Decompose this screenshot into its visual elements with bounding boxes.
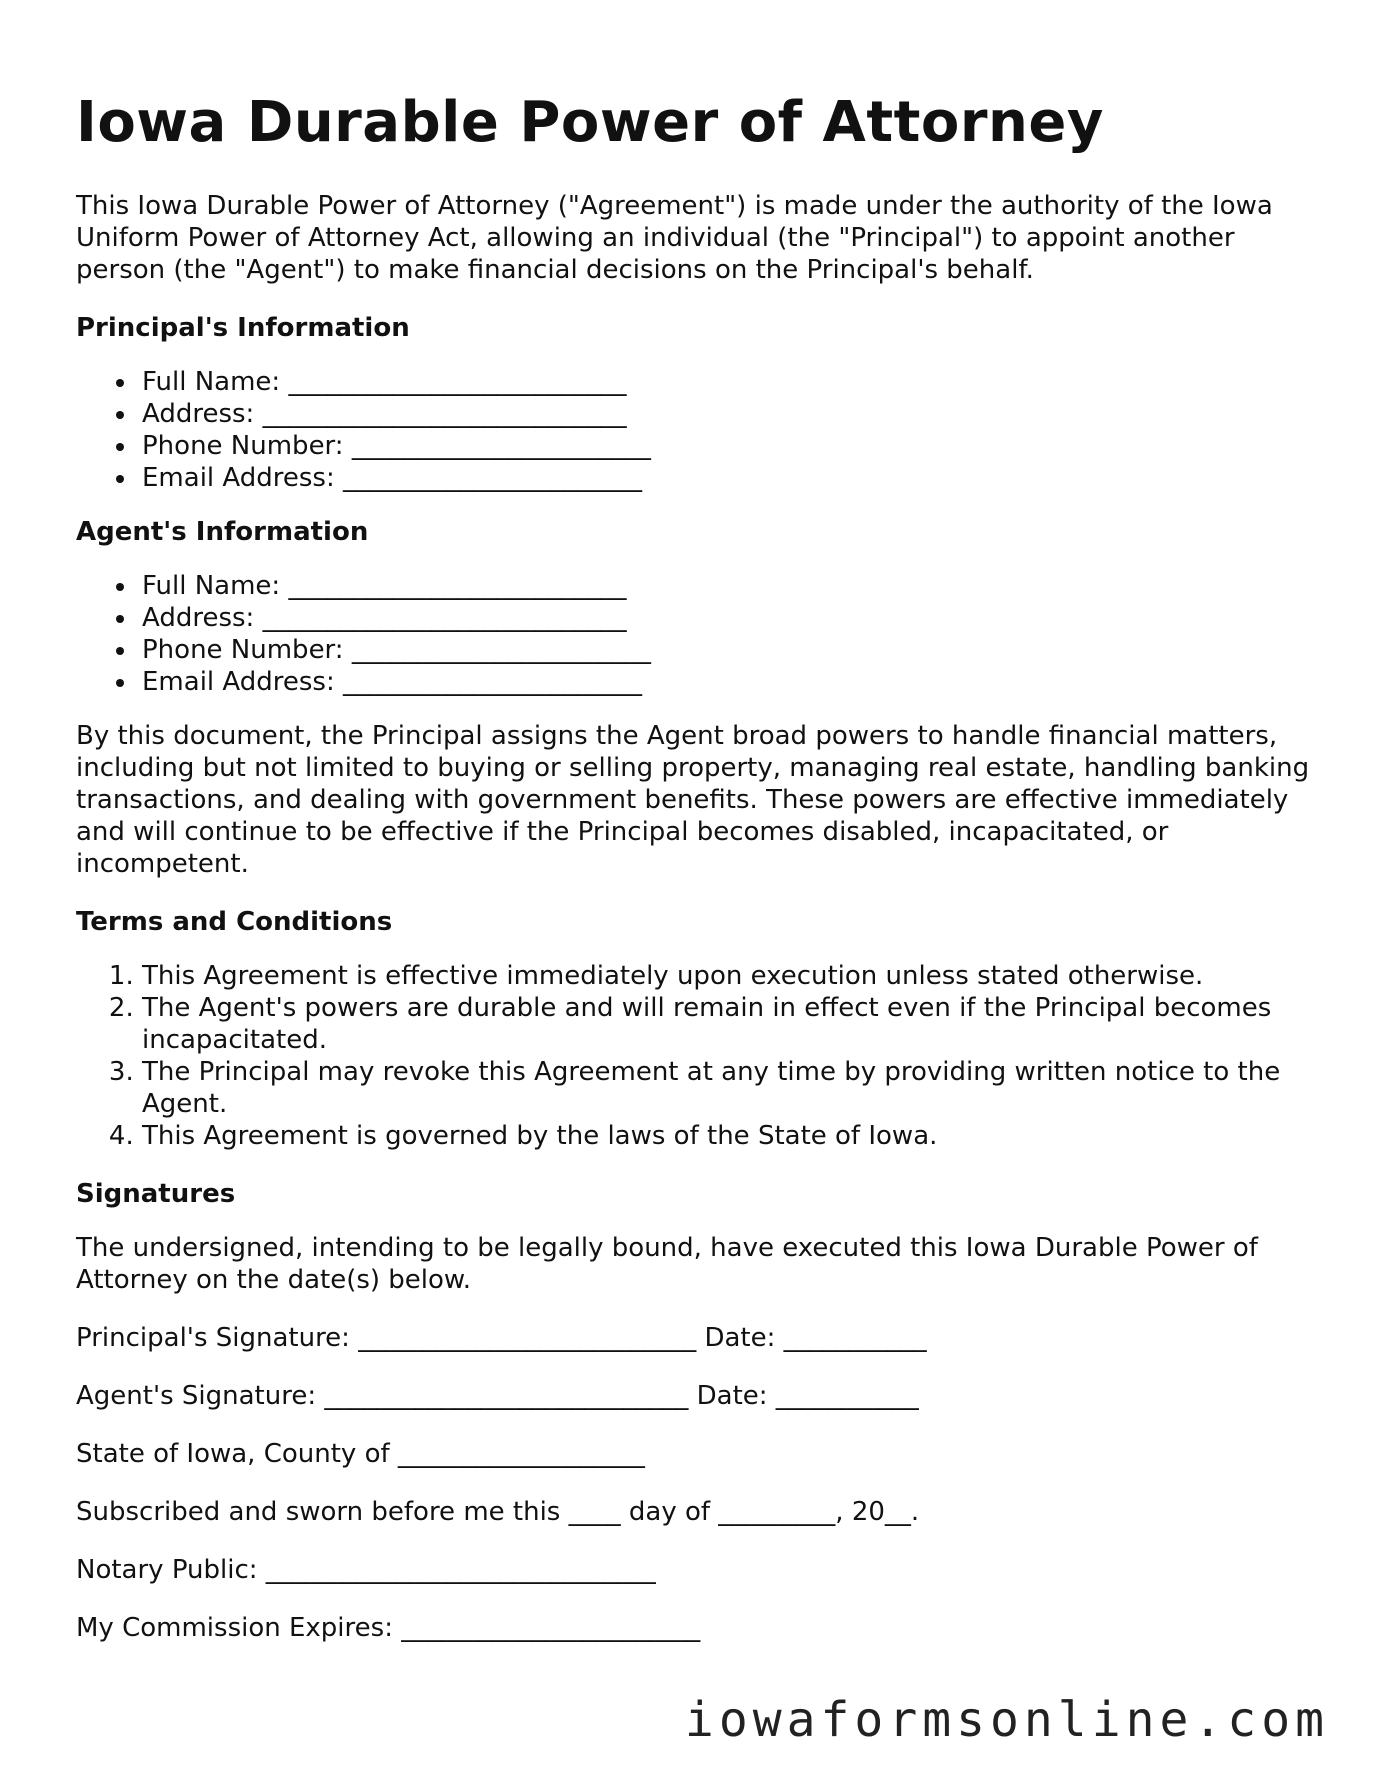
sworn-line: Subscribed and sworn before me this ____ day of _________, 20__.: [76, 1496, 920, 1527]
signatures-intro: The undersigned, intending to be legally bound, have executed this Iowa Durable Power of Attorney on the date(s) below.: [76, 1232, 1258, 1295]
document-title: Iowa Durable Power of Attorney: [76, 90, 1104, 155]
signatures-heading: Signatures: [76, 1178, 236, 1209]
terms-list: [76, 960, 1316, 1152]
principal-signature-line: Principal's Signature: __________________________ Date: ___________: [76, 1322, 927, 1353]
principal-full-name-field: Full Name: __________________________: [142, 366, 1316, 398]
commission-expires-line: My Commission Expires: _______________________: [76, 1612, 701, 1643]
principal-info-heading: Principal's Information: [76, 312, 410, 343]
site-watermark: iowaformsonline.com: [684, 1692, 1329, 1748]
principal-phone-field: Phone Number: _______________________: [142, 430, 1316, 462]
notary-line: Notary Public: ______________________________: [76, 1554, 656, 1585]
agent-full-name-field: Full Name: __________________________: [142, 570, 1316, 602]
agent-info-list: [76, 570, 1316, 698]
terms-heading: Terms and Conditions: [76, 906, 393, 937]
agent-signature-line: Agent's Signature: ____________________________ Date: ___________: [76, 1380, 919, 1411]
county-line: State of Iowa, County of ___________________: [76, 1438, 645, 1469]
agent-address-field: Address: ____________________________: [142, 602, 1316, 634]
terms-item: 1. This Agreement is effective immediately upon execution unless stated otherwise.: [142, 960, 1316, 992]
terms-item: 3. The Principal may revoke this Agreement at any time by providing written notice to the Agent.: [142, 1056, 1316, 1120]
agent-phone-field: Phone Number: _______________________: [142, 634, 1316, 666]
principal-address-field: Address: ____________________________: [142, 398, 1316, 430]
principal-info-list: [76, 366, 1316, 494]
agent-email-field: Email Address: _______________________: [142, 666, 1316, 698]
powers-paragraph: By this document, the Principal assigns the Agent broad powers to handle financial matters, including but not limited to buying or selling property, managing real estate, handling banking transactions, and dealing with government benefits. These powers are effective immediately and will continue to be effective if the Principal becomes disabled, incapacitated, or incompetent.: [76, 720, 1310, 879]
principal-email-field: Email Address: _______________________: [142, 462, 1316, 494]
document-page: [76, 92, 1316, 1670]
intro-paragraph: This Iowa Durable Power of Attorney ("Agreement") is made under the authority of the Iowa Uniform Power of Attorney Act, allowing an individual (the "Principal") to appoint another person (the "Agent") to make financial decisions on the Principal's behalf.: [76, 190, 1273, 285]
terms-item: 4. This Agreement is governed by the laws of the State of Iowa.: [142, 1120, 1316, 1152]
terms-item: 2. The Agent's powers are durable and will remain in effect even if the Principal becomes incapacitated.: [142, 992, 1316, 1056]
agent-info-heading: Agent's Information: [76, 516, 369, 547]
